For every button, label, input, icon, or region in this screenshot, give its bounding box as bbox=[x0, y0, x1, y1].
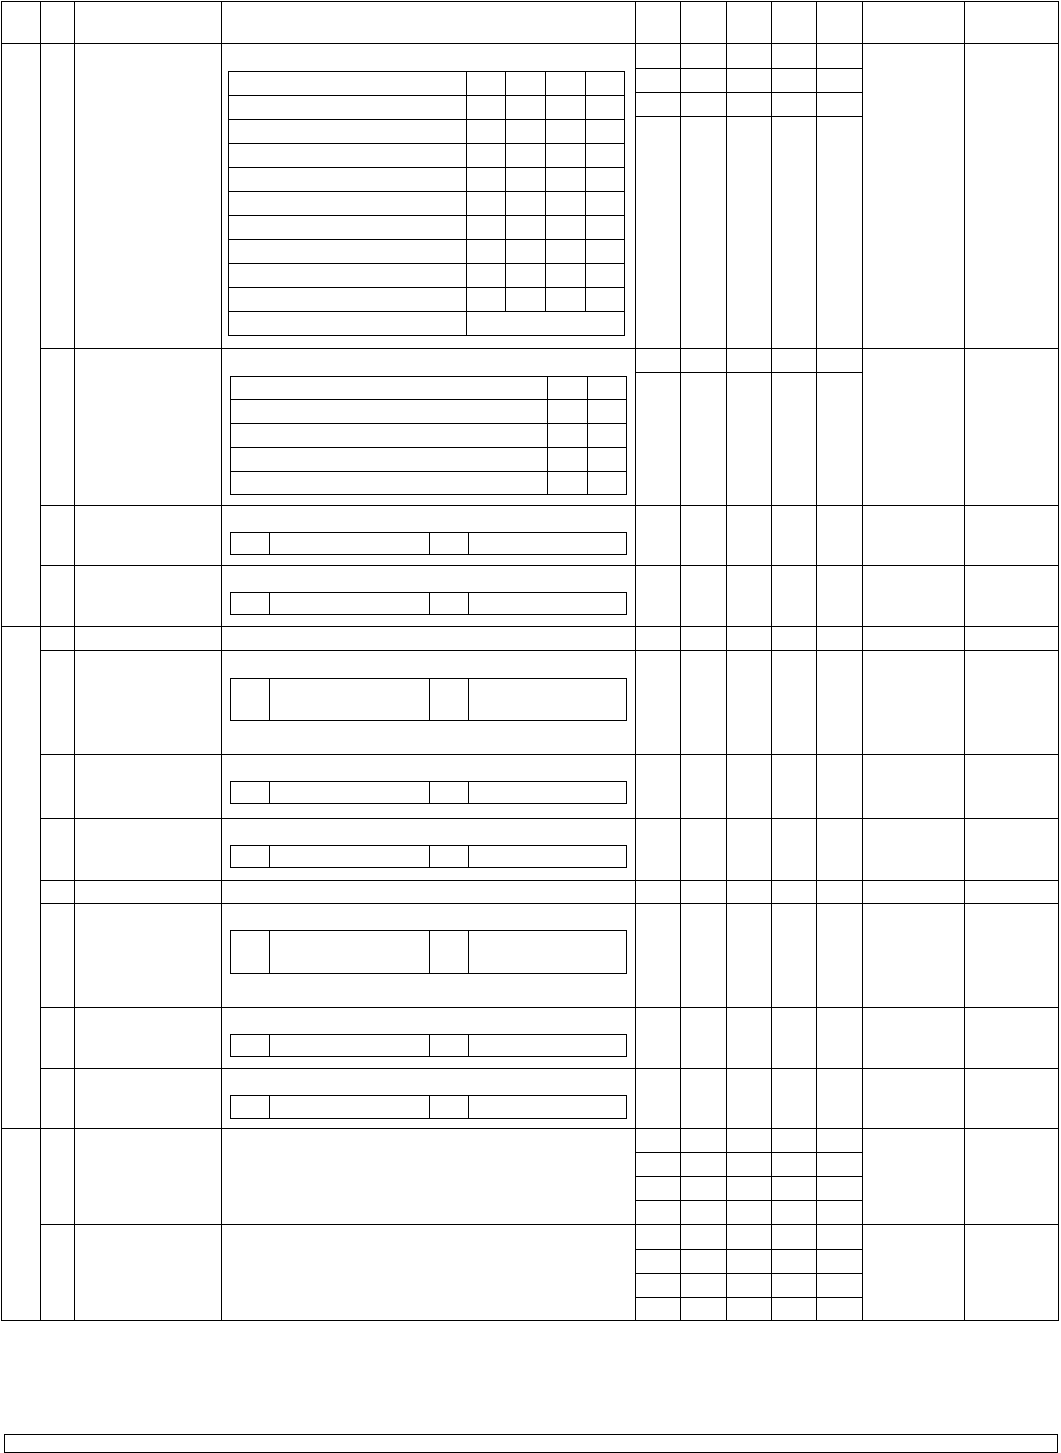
inner-table-scores bbox=[228, 71, 625, 336]
column-line bbox=[635, 1, 636, 1321]
inner-column-line bbox=[547, 376, 548, 495]
column-line bbox=[771, 1, 772, 1321]
field-divider bbox=[269, 532, 270, 555]
inner-row-line bbox=[230, 471, 627, 472]
column-line bbox=[221, 1, 222, 1321]
field-divider bbox=[269, 678, 270, 721]
field-divider bbox=[429, 781, 430, 804]
field-divider bbox=[429, 930, 430, 974]
row-line bbox=[40, 565, 1059, 566]
field-divider bbox=[468, 781, 469, 804]
field-divider bbox=[468, 592, 469, 615]
field-divider bbox=[429, 592, 430, 615]
field-divider bbox=[468, 1034, 469, 1057]
inner-table-checklist bbox=[230, 376, 627, 495]
inner-row-line bbox=[228, 143, 625, 144]
field-divider bbox=[429, 845, 430, 868]
inner-row-line bbox=[228, 191, 625, 192]
table-right-border bbox=[1058, 1, 1059, 1321]
field-divider bbox=[269, 1034, 270, 1057]
inner-row-line bbox=[228, 311, 625, 312]
column-line bbox=[40, 1, 41, 1321]
row-line bbox=[40, 818, 1059, 819]
field-divider bbox=[468, 678, 469, 721]
inner-row-line bbox=[228, 167, 625, 168]
field-divider bbox=[429, 532, 430, 555]
sub-row-line bbox=[635, 1273, 863, 1274]
inner-column-line bbox=[587, 376, 588, 495]
inner-row-line bbox=[228, 95, 625, 96]
sub-row-line bbox=[635, 1176, 863, 1177]
row-line bbox=[40, 880, 1059, 881]
column-line bbox=[816, 1, 817, 1321]
row-line bbox=[40, 505, 1059, 506]
footer-box bbox=[4, 1434, 1058, 1453]
row-line bbox=[40, 903, 1059, 904]
inner-row-line bbox=[228, 239, 625, 240]
column-line bbox=[680, 1, 681, 1321]
inner-row-line bbox=[228, 263, 625, 264]
field-divider bbox=[269, 845, 270, 868]
field-divider bbox=[269, 1095, 270, 1119]
sub-row-line bbox=[635, 1249, 863, 1250]
inner-row-line bbox=[228, 215, 625, 216]
field-divider bbox=[468, 532, 469, 555]
column-line bbox=[862, 1, 863, 1321]
row-line bbox=[40, 1224, 1059, 1225]
section-break-line bbox=[1, 1128, 1059, 1129]
table-left-border bbox=[1, 1, 2, 1321]
field-divider bbox=[429, 1034, 430, 1057]
inner-row-line bbox=[230, 423, 627, 424]
sub-row-line bbox=[635, 92, 863, 93]
field-divider bbox=[429, 1095, 430, 1119]
column-line bbox=[74, 1, 75, 1321]
field-divider bbox=[429, 678, 430, 721]
sub-row-line bbox=[635, 1152, 863, 1153]
inner-column-line bbox=[545, 71, 546, 312]
section-break-line bbox=[1, 626, 1059, 627]
sub-row-line bbox=[635, 68, 863, 69]
row-line bbox=[40, 650, 1059, 651]
sub-row-line bbox=[635, 1200, 863, 1201]
field-divider bbox=[468, 1095, 469, 1119]
inner-row-line bbox=[228, 119, 625, 120]
inner-row-line bbox=[230, 399, 627, 400]
table-bottom-border bbox=[1, 1320, 1059, 1321]
row-line bbox=[40, 348, 1059, 349]
column-line bbox=[726, 1, 727, 1321]
inner-row-line bbox=[230, 447, 627, 448]
sub-row-line bbox=[635, 116, 863, 117]
sub-row-line bbox=[635, 1297, 863, 1298]
row-line bbox=[40, 754, 1059, 755]
field-divider bbox=[269, 781, 270, 804]
field-divider bbox=[269, 930, 270, 974]
inner-column-line bbox=[585, 71, 586, 312]
row-line bbox=[40, 1007, 1059, 1008]
inner-row-line bbox=[228, 287, 625, 288]
field-divider bbox=[269, 592, 270, 615]
column-line bbox=[964, 1, 965, 1321]
row-line bbox=[40, 1068, 1059, 1069]
header-row-line bbox=[1, 43, 1059, 44]
field-divider bbox=[468, 930, 469, 974]
inner-column-line bbox=[466, 71, 467, 336]
sub-row-line bbox=[635, 372, 863, 373]
inner-column-line bbox=[505, 71, 506, 312]
table-top-border bbox=[1, 1, 1059, 2]
field-divider bbox=[468, 845, 469, 868]
